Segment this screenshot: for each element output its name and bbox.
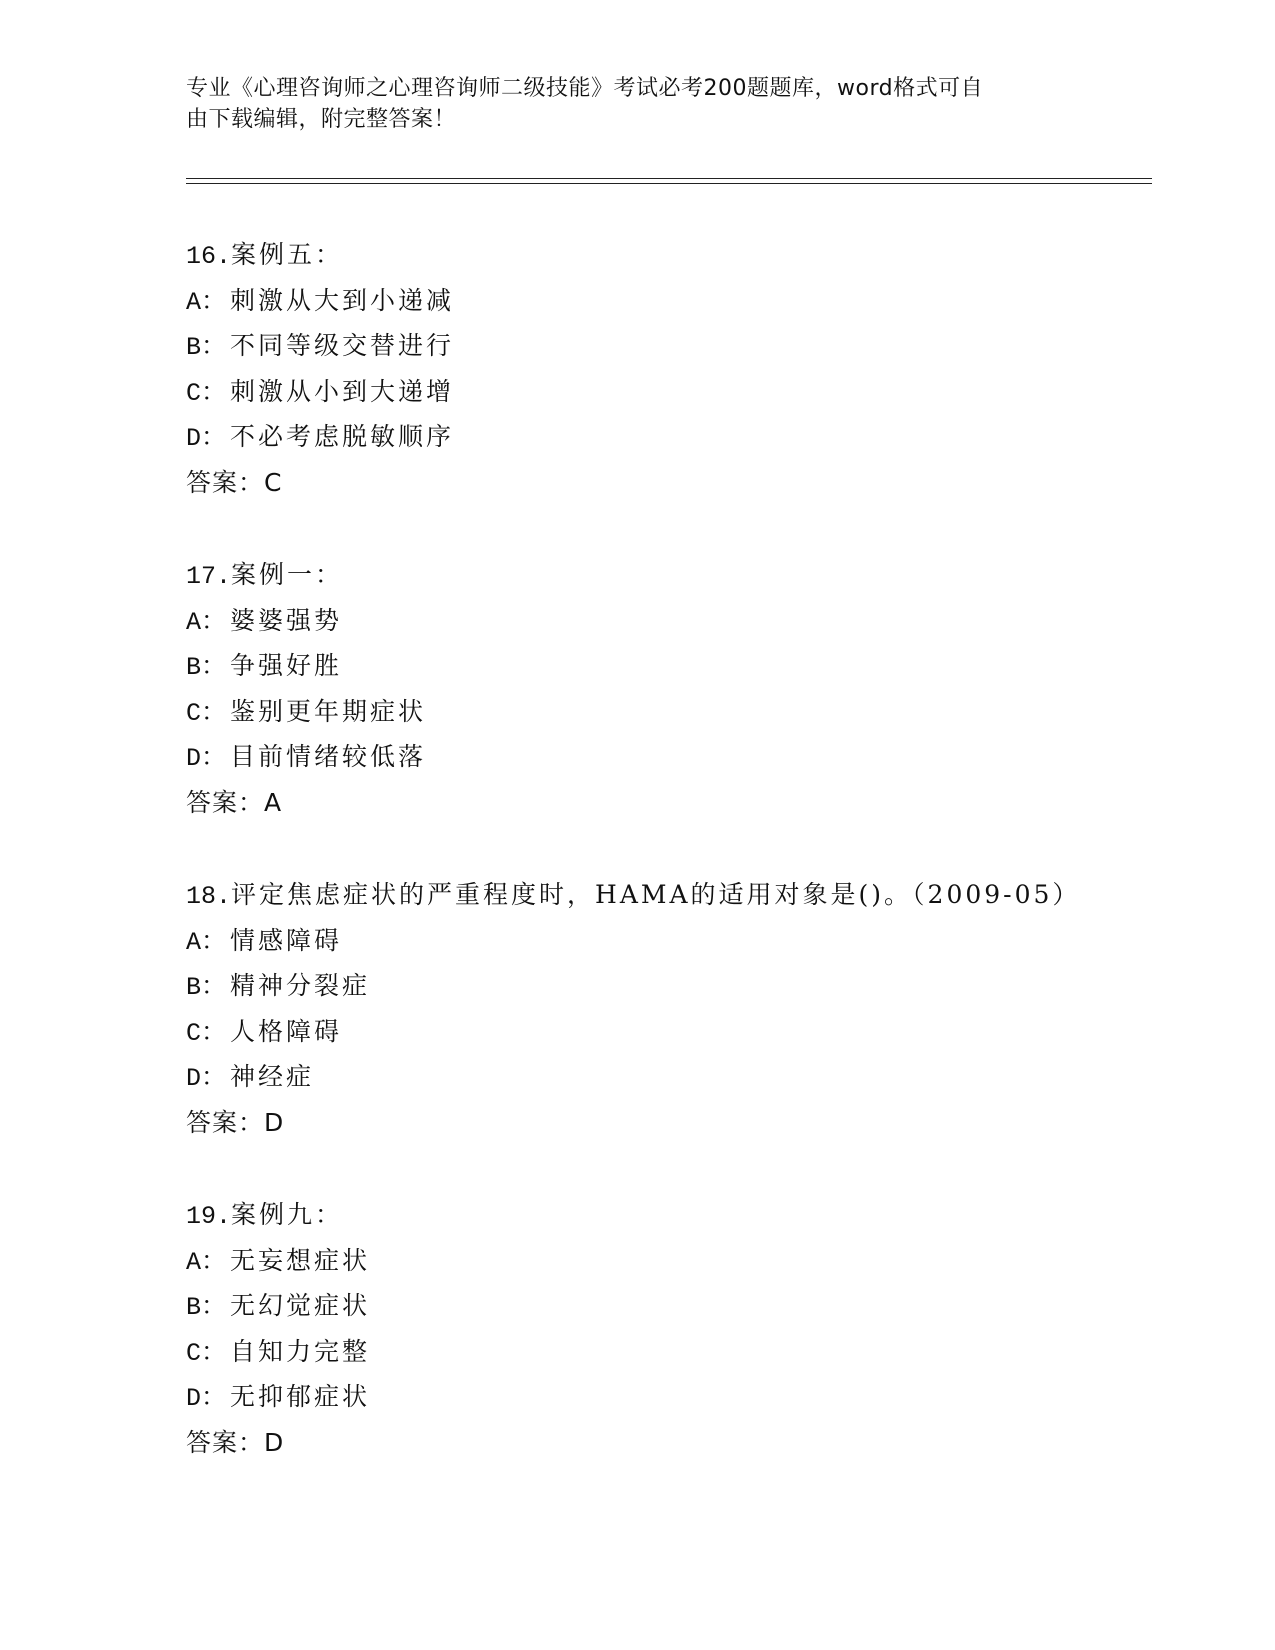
option-a xyxy=(186,1242,1146,1288)
question-text: 案例一： xyxy=(231,560,344,589)
option-text: 情感障碍 xyxy=(230,925,343,955)
option-a xyxy=(186,602,1146,648)
question-stem xyxy=(186,556,1146,602)
answer-line: 答案：A xyxy=(186,787,283,817)
option-key: D： xyxy=(186,1384,227,1413)
option-key: B： xyxy=(186,653,227,682)
option-d xyxy=(186,1378,1146,1424)
option-key: D： xyxy=(186,424,227,453)
option-a xyxy=(186,922,1146,968)
option-c xyxy=(186,693,1146,739)
option-c xyxy=(186,373,1146,419)
question-list xyxy=(186,236,1146,1516)
option-text: 刺激从小到大递增 xyxy=(230,376,455,406)
question-17 xyxy=(186,556,1146,876)
question-number: 18. xyxy=(186,882,232,911)
option-text: 无抑郁症状 xyxy=(230,1382,371,1411)
option-key: B： xyxy=(186,973,227,1002)
option-key: A： xyxy=(186,287,227,317)
question-number: 17. xyxy=(186,562,232,591)
option-key: C： xyxy=(186,1338,227,1368)
option-key: D： xyxy=(186,1064,227,1093)
option-c xyxy=(186,1333,1146,1379)
option-b xyxy=(186,1287,1146,1333)
option-text: 无妄想症状 xyxy=(230,1245,371,1275)
option-key: D： xyxy=(186,744,227,773)
option-c xyxy=(186,1013,1146,1059)
header-divider-bottom xyxy=(186,183,1152,184)
option-text: 争强好胜 xyxy=(230,651,343,680)
question-19 xyxy=(186,1196,1146,1516)
option-text: 婆婆强势 xyxy=(230,605,343,635)
option-key: C： xyxy=(186,378,227,408)
option-key: B： xyxy=(186,333,227,362)
question-16 xyxy=(186,236,1146,556)
option-key: A： xyxy=(186,927,227,957)
option-text: 精神分裂症 xyxy=(230,971,371,1000)
question-text: 评定焦虑症状的严重程度时，HAMA的适用对象是()。（2009-05） xyxy=(231,880,1081,909)
option-d xyxy=(186,418,1146,464)
answer-line: 答案：D xyxy=(186,1427,285,1457)
question-text: 案例九： xyxy=(231,1200,344,1229)
option-key: B： xyxy=(186,1293,227,1322)
question-number: 19. xyxy=(186,1202,232,1231)
answer-line: 答案：C xyxy=(186,467,283,497)
answer-line: 答案：D xyxy=(186,1107,285,1137)
question-stem xyxy=(186,876,1146,922)
option-d xyxy=(186,1058,1146,1104)
option-b xyxy=(186,327,1146,373)
header-line-1: 专业《心理咨询师之心理咨询师二级技能》考试必考200题题库，word格式可自 xyxy=(186,76,984,101)
question-stem xyxy=(186,236,1146,282)
header-divider-top xyxy=(186,178,1152,179)
option-text: 神经症 xyxy=(230,1062,315,1091)
option-text: 人格障碍 xyxy=(230,1016,343,1046)
option-text: 目前情绪较低落 xyxy=(230,742,427,771)
option-text: 不同等级交替进行 xyxy=(230,331,455,360)
option-b xyxy=(186,967,1146,1013)
option-text: 自知力完整 xyxy=(230,1336,371,1366)
question-text: 案例五： xyxy=(231,240,344,269)
question-18 xyxy=(186,876,1146,1196)
option-text: 鉴别更年期症状 xyxy=(230,696,427,726)
option-text: 无幻觉症状 xyxy=(230,1291,371,1320)
option-key: A： xyxy=(186,607,227,637)
option-text: 不必考虑脱敏顺序 xyxy=(230,422,455,451)
option-key: A： xyxy=(186,1247,227,1277)
question-stem xyxy=(186,1196,1146,1242)
header-line-2: 由下载编辑，附完整答案！ xyxy=(186,107,457,132)
option-d xyxy=(186,738,1146,784)
document-header xyxy=(186,73,1066,135)
question-number: 16. xyxy=(186,242,232,271)
option-key: C： xyxy=(186,1018,227,1048)
option-key: C： xyxy=(186,698,227,728)
option-text: 刺激从大到小递减 xyxy=(230,285,455,315)
option-a xyxy=(186,282,1146,328)
option-b xyxy=(186,647,1146,693)
